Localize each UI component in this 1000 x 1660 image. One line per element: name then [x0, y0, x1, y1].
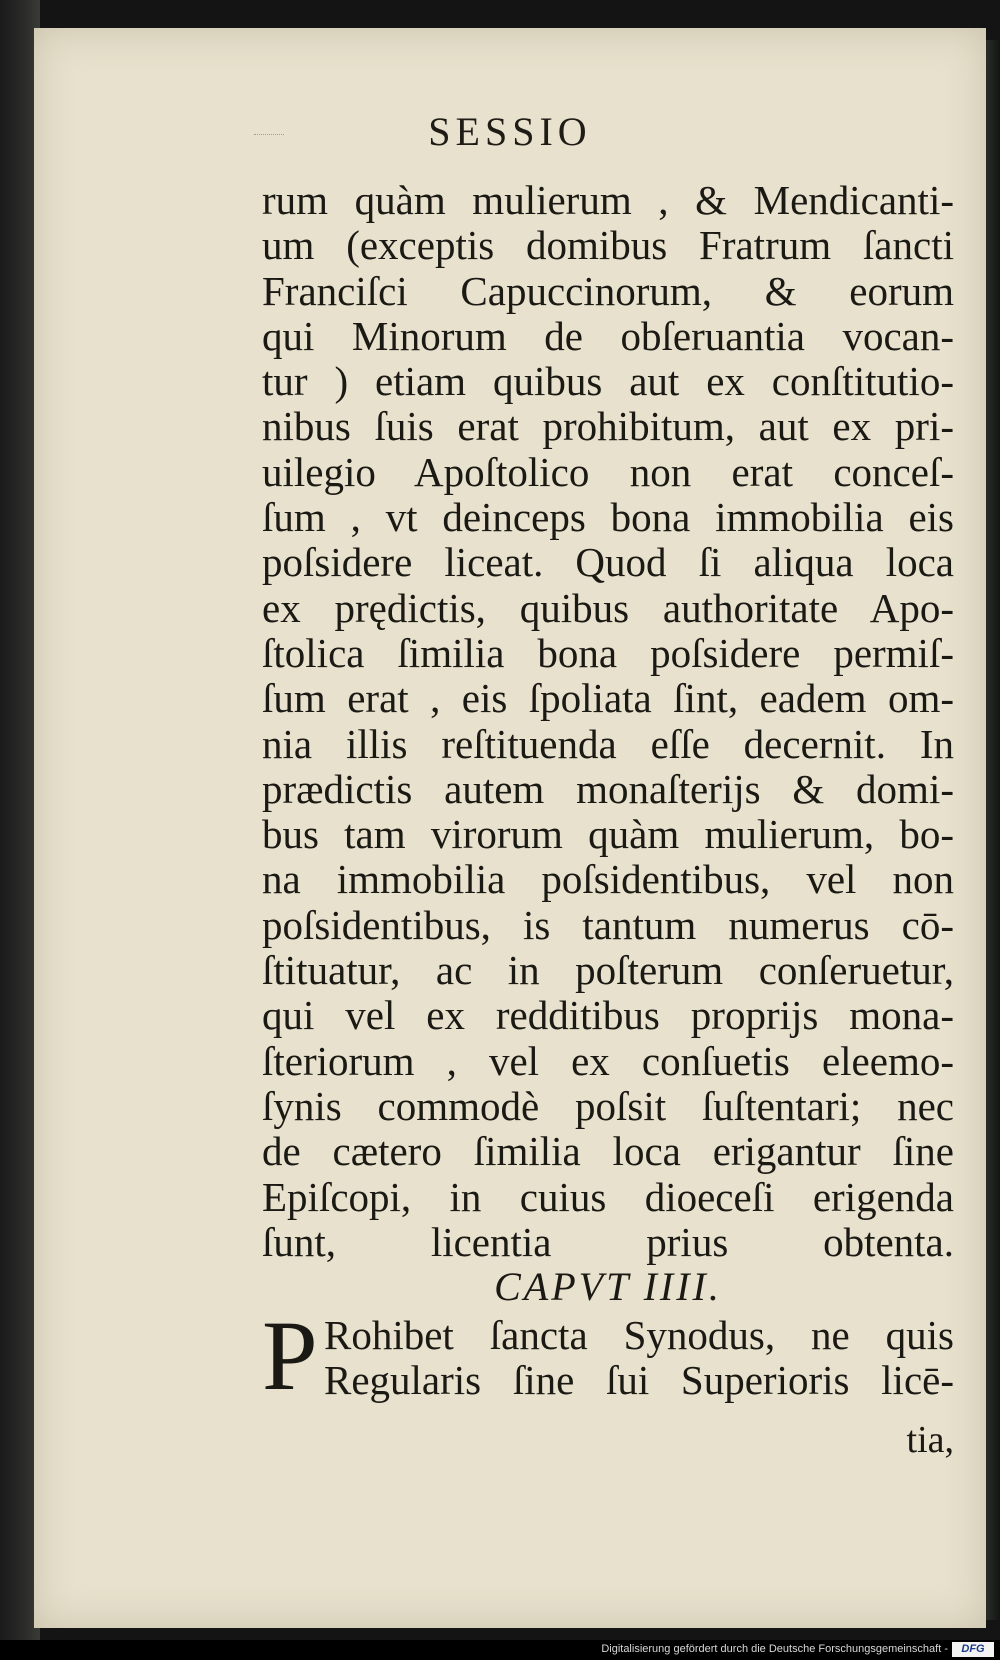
chapter-text-line: Rohibet ſancta Synodus, ne quis — [324, 1312, 954, 1358]
text-line: ſum , vt deinceps bona immobilia eis — [262, 494, 954, 541]
book-page — [34, 28, 986, 1628]
text-line: ſynis commodè poſsit ſuſtentari; nec — [262, 1082, 954, 1129]
body-text — [262, 178, 954, 1265]
dfg-logo: DFG — [952, 1642, 994, 1657]
text-line: nibus ſuis erat prohibitum, aut ex pri- — [262, 403, 954, 450]
text-line: poſsidere liceat. Quod ſi aliqua loca — [262, 539, 954, 586]
text-line: rum quàm mulierum , & Mendicanti- — [262, 177, 954, 223]
chapter-text-line: Regularis ſine ſui Superioris licē- — [324, 1357, 954, 1403]
text-line: na immobilia poſsidentibus, vel non — [262, 856, 954, 903]
running-title: SESSIO — [428, 109, 592, 154]
digitization-credit: Digitalisierung gefördert durch die Deutsche Forschungsgemeinschaft - — [601, 1643, 948, 1655]
text-line: prædictis autem monaſterijs & domi- — [262, 765, 954, 812]
text-line: de cætero ſimilia loca erigantur ſine — [262, 1128, 954, 1175]
text-line: poſsidentibus, is tantum numerus cō- — [262, 901, 954, 948]
text-line: tur ) etiam quibus aut ex conſtitutio- — [262, 358, 954, 405]
text-line: Franciſci Capuccinorum, & eorum — [262, 267, 954, 314]
text-line: ſtituatur, ac in poſterum conſeruetur, — [262, 947, 954, 994]
catchword: tia, — [906, 1419, 954, 1461]
text-line: uilegio Apoſtolico non erat conceſ- — [262, 448, 954, 495]
page-fore-edge — [986, 40, 1000, 1620]
text-line: qui vel ex redditibus proprijs mona- — [262, 992, 954, 1039]
text-line: ſum erat , eis ſpoliata ſint, eadem om- — [262, 675, 954, 722]
text-line: ex prędictis, quibus authoritate Apo- — [262, 584, 954, 631]
text-line: ſteriorum , vel ex conſuetis eleemo- — [262, 1037, 954, 1084]
drop-initial: P — [262, 1300, 318, 1411]
text-line: Epiſcopi, in cuius dioeceſi erigenda — [262, 1173, 954, 1220]
chapter-text — [262, 1300, 954, 1411]
text-line: bus tam virorum quàm mulierum, bo- — [262, 811, 954, 858]
text-line: qui Minorum de obſeruantia vocan- — [262, 312, 954, 359]
text-line: ſunt, licentia prius obtenta. — [262, 1218, 954, 1265]
text-line: ſtolica ſimilia bona poſsidere permiſ- — [262, 629, 954, 676]
text-line: nia illis reſtituenda eſſe decernit. In — [262, 720, 954, 767]
chapter-heading: CAPVT IIII. — [494, 1264, 722, 1309]
text-line: um (exceptis domibus Fratrum ſancti — [262, 222, 954, 269]
